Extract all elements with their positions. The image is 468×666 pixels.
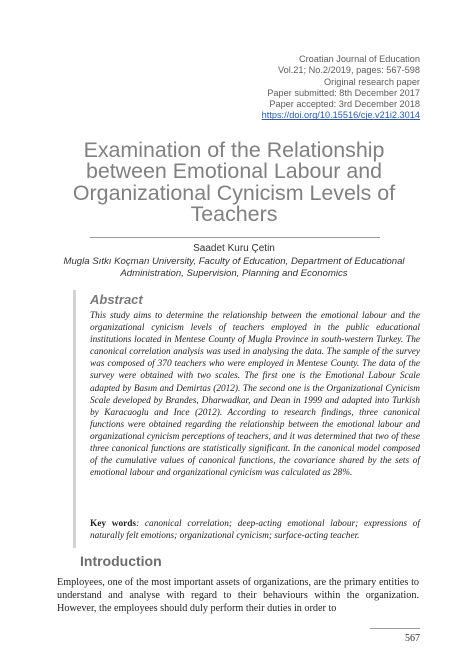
author-name: Saadet Kuru Çetin bbox=[193, 243, 275, 254]
submitted-date: Paper submitted: 8th December 2017 bbox=[267, 87, 420, 98]
journal-volume: Vol.21; No.2/2019, pages: 567-598 bbox=[277, 65, 420, 76]
abstract-heading: Abstract bbox=[90, 292, 143, 307]
introduction-text: Employees, one of the most important assets of organizations, are the primary entities to understand and analyse with regard to their behaviours within the organization. However, the employees should duly perform their duties in order to bbox=[57, 577, 419, 614]
journal-name: Croatian Journal of Education bbox=[298, 54, 420, 64]
accepted-date: Paper accepted: 3rd December 2018 bbox=[269, 99, 420, 110]
author-affiliation: Mugla Sıtkı Koçman University, Faculty of Education, Department of Educational Administration, Supervision, Planning and Economics bbox=[63, 256, 405, 279]
journal-info bbox=[160, 54, 420, 122]
doi-link[interactable]: https://doi.org/10.15516/cje.v21i2.3014 bbox=[261, 110, 420, 121]
title-divider bbox=[90, 237, 380, 238]
introduction-heading: Introduction bbox=[80, 553, 162, 569]
paper-title: Examination of the Relationship between Emotional Labour and Organizational Cynicism Levels of Teachers bbox=[72, 138, 396, 227]
keywords bbox=[90, 518, 420, 542]
paper-type: Original research paper bbox=[323, 76, 420, 87]
keywords-label: Key words bbox=[90, 519, 137, 529]
abstract-text: This study aims to determine the relationship between the emotional labour and the organizational cynicism levels of teachers employed in the public educational institutions located in Mentese County of Mugla Province in south-western Turkey. The canonical correlation analysis was used in analysing the data. The sample of the survey was composed of 370 teachers who were employed in Mentese County. The data of the survey were obtained with two scales. The first one is the Emotional Labour Scale adapted by Basım and Demirtas (2012). The second one is the Organizational Cynicism Scale developed by Brandes, Dharwadkar, and Dean in 1999 and adapted into Turkish by Karacaoglu and Ince (2012). According to research findings, three canonical functions were obtained regarding the relationship between the emotional labour and organizational cynicism perceptions of teachers, and it was determined that two of these three canonical functions are statistically significant. In the canonical model composed of the cumulative values of canonical functions, the covariance shared by the sets of emotional labour and organizational cynicism was calculated as 28%. bbox=[90, 311, 420, 479]
footer-divider bbox=[370, 628, 420, 629]
page-number: 567 bbox=[405, 633, 420, 644]
keywords-text: : canonical correlation; deep-acting emotional labour; expressions of naturally felt emotions; organizational cynicism; surface-acting teacher. bbox=[90, 519, 420, 542]
